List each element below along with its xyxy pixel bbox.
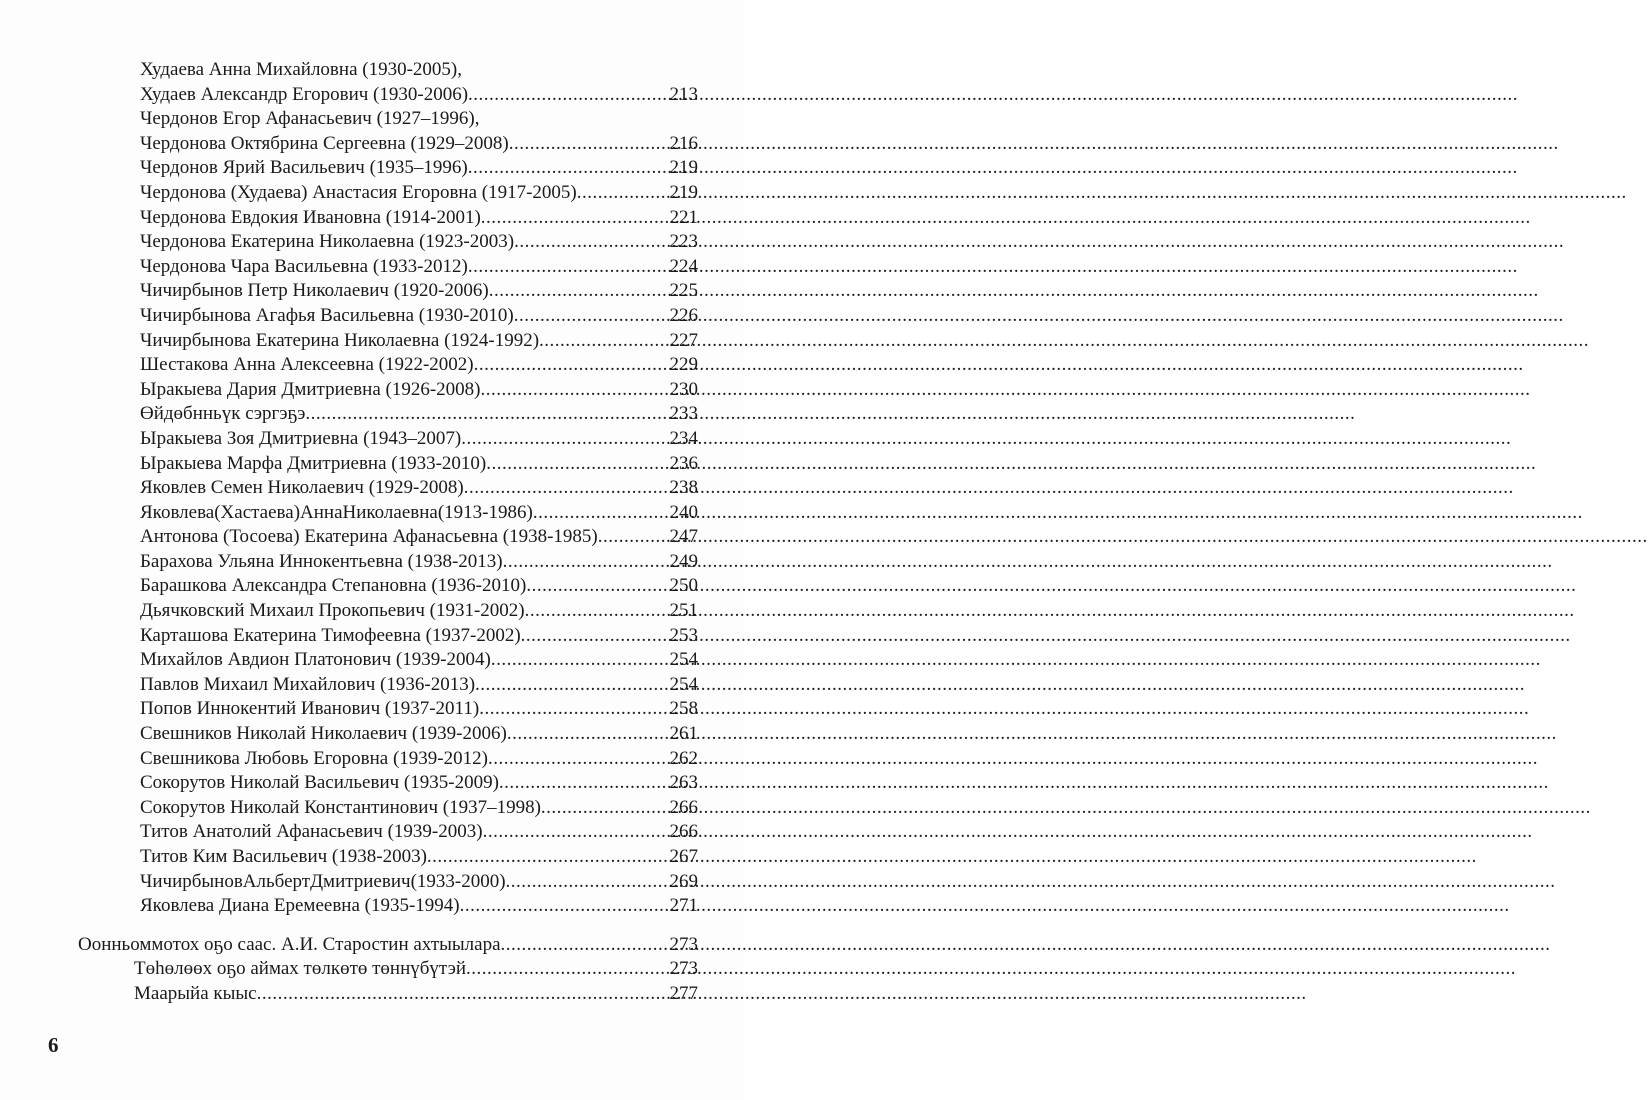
toc-entry-title: Антонова (Тосоева) Екатерина Афанасьевна (1938-1985)	[140, 526, 598, 548]
leader-dots	[461, 427, 669, 452]
toc-entry-page: 247	[669, 526, 698, 548]
leader-dots	[468, 156, 670, 181]
toc-entry	[0, 132, 698, 157]
toc-entry-title: Павлов Михаил Михайлович (1936-2013)	[140, 673, 476, 695]
toc-entry	[0, 648, 698, 673]
toc-entry-page: 234	[669, 427, 698, 449]
leader-dots	[481, 206, 670, 231]
page-number: 6	[48, 1033, 59, 1057]
leader-dots	[539, 329, 669, 354]
toc-entry	[0, 402, 698, 427]
leader-dots	[499, 771, 670, 796]
toc-entry	[0, 230, 698, 255]
toc-entry-title: Ыракыева Зоя Дмитриевна (1943–2007)	[140, 427, 462, 449]
toc-entry	[0, 796, 698, 821]
leader-dots	[257, 982, 670, 1007]
table-of-contents	[0, 58, 744, 1007]
leader-dots	[521, 624, 670, 649]
leader-dots	[460, 894, 670, 919]
leader-dots	[468, 255, 670, 280]
toc-entry-title: Дьячковский Михаил Прокопьевич (1931-2002)	[140, 600, 525, 622]
leader-dots	[474, 353, 670, 378]
toc-entry-page: 230	[669, 378, 698, 400]
toc-entry-title: Чердонова (Худаева) Анастасия Егоровна (1917-2005)	[140, 181, 577, 203]
toc-entry	[0, 771, 698, 796]
toc-entry-page: 254	[669, 649, 698, 671]
leader-dots	[479, 697, 669, 722]
leader-dots	[491, 648, 670, 673]
toc-entry	[0, 525, 698, 550]
toc-entry	[0, 574, 698, 599]
leader-dots	[488, 747, 670, 772]
toc-entry	[0, 599, 698, 624]
book-page	[0, 0, 744, 1100]
toc-entry-page: 223	[669, 231, 698, 253]
toc-entry-title: Сокорутов Николай Константинович (1937–1998)	[140, 796, 541, 818]
toc-entry-title: ЧичирбыновАльбертДмитриевич(1933-2000)	[140, 870, 506, 892]
toc-entry-page: 253	[669, 624, 698, 646]
toc-section-page: 273	[669, 933, 698, 955]
toc-entry-page: 249	[669, 550, 698, 572]
leader-dots	[501, 933, 670, 958]
toc-entry	[0, 329, 698, 354]
toc-entry-title: Титов Анатолий Афанасьевич (1939-2003)	[140, 821, 483, 843]
toc-entry-title: Чичирбынова Агафья Васильевна (1930-2010)	[140, 304, 514, 326]
toc-section-entry	[0, 933, 698, 958]
toc-entry-page: 236	[669, 452, 698, 474]
toc-entry	[0, 476, 698, 501]
toc-entry-page: 266	[669, 821, 698, 843]
leader-dots	[475, 673, 669, 698]
toc-entry	[0, 845, 698, 870]
toc-entry-page: 221	[669, 206, 698, 228]
toc-entry-title: Михайлов Авдион Платонович (1939-2004)	[140, 649, 491, 671]
toc-entry	[0, 107, 698, 132]
toc-entry-title: Яковлева Диана Еремеевна (1935-1994)	[140, 895, 460, 917]
leader-dots	[305, 402, 669, 427]
toc-entry-page: 250	[669, 575, 698, 597]
toc-entry	[0, 870, 698, 895]
leader-dots	[486, 452, 669, 477]
toc-entry-title: Чердонова Екатерина Николаевна (1923-2003)	[140, 231, 515, 253]
toc-entry-page: 258	[669, 698, 698, 720]
toc-entry-page: 263	[669, 772, 698, 794]
toc-entry	[0, 501, 698, 526]
toc-entry-title: Чердонова Евдокия Ивановна (1914-2001)	[140, 206, 481, 228]
toc-subentry-title: Маарыйа кыыс	[134, 982, 257, 1004]
toc-entry-page: 226	[669, 304, 698, 326]
leader-dots	[506, 870, 670, 895]
toc-entry-title: Яковлев Семен Николаевич (1929-2008)	[140, 477, 464, 499]
toc-entry-title: Карташова Екатерина Тимофеевна (1937-2002)	[140, 624, 521, 646]
leader-dots	[533, 501, 670, 526]
leader-dots	[464, 476, 670, 501]
toc-entry-page: 240	[669, 501, 698, 523]
leader-dots	[514, 230, 669, 255]
toc-entry	[0, 697, 698, 722]
toc-entry-title: Чердонов Егор Афанасьевич (1927–1996),	[140, 108, 480, 130]
leader-dots	[468, 83, 669, 108]
toc-entry-title: Чичирбынова Екатерина Николаевна (1924-1992)	[140, 329, 540, 351]
toc-entry-page: 271	[669, 895, 698, 917]
leader-dots	[489, 279, 670, 304]
toc-entry-page: 224	[669, 255, 698, 277]
toc-entry-page: 266	[669, 796, 698, 818]
leader-dots	[503, 550, 670, 575]
leader-dots	[427, 845, 670, 870]
toc-entry-title: Сокорутов Николай Васильевич (1935-2009)	[140, 772, 499, 794]
toc-entry	[0, 304, 698, 329]
toc-subentry-page: 273	[669, 958, 698, 980]
toc-entry-title: Чердонов Ярий Васильевич (1935–1996)	[140, 157, 468, 179]
toc-entry-page: 269	[669, 870, 698, 892]
leader-dots	[507, 722, 670, 747]
toc-entry-page: 238	[669, 477, 698, 499]
toc-entry-title: Свешников Николай Николаевич (1939-2006)	[140, 723, 507, 745]
toc-entry-page: 219	[669, 157, 698, 179]
toc-entry-page: 227	[669, 329, 698, 351]
leader-dots	[577, 181, 670, 206]
toc-entry	[0, 894, 698, 919]
toc-entry	[0, 427, 698, 452]
toc-entry-page: 213	[669, 83, 698, 105]
toc-entry-title: Чичирбынов Петр Николаевич (1920-2006)	[140, 280, 489, 302]
leader-dots	[598, 525, 670, 550]
toc-entry-title: Өйдөбнньүк сэргэҕэ	[140, 403, 306, 425]
toc-entry-title: Худаев Александр Егорович (1930-2006)	[140, 83, 469, 105]
toc-entry	[0, 83, 698, 108]
toc-subentry-page: 277	[669, 982, 698, 1004]
toc-entry-title: Чердонова Октябрина Сергеевна (1929–2008)	[140, 132, 509, 154]
toc-entry-page: 233	[669, 403, 698, 425]
toc-entry-title: Шестакова Анна Алексеевна (1922-2002)	[140, 354, 474, 376]
toc-entry	[0, 353, 698, 378]
toc-entry-title: Свешникова Любовь Егоровна (1939-2012)	[140, 747, 488, 769]
toc-entry	[0, 378, 698, 403]
leader-dots	[483, 820, 670, 845]
toc-entry-page: 262	[669, 747, 698, 769]
toc-entry-title: Худаева Анна Михайловна (1930-2005),	[140, 59, 462, 80]
toc-entry	[0, 722, 698, 747]
toc-subentry	[0, 982, 698, 1007]
toc-entry	[0, 452, 698, 477]
leader-dots	[466, 957, 669, 982]
leader-dots	[526, 574, 669, 599]
toc-subentry	[0, 957, 698, 982]
toc-entry-title: Ыракыева Марфа Дмитриевна (1933-2010)	[140, 452, 487, 474]
leader-dots	[480, 378, 669, 403]
toc-entry	[0, 58, 698, 83]
toc-entry-page: 251	[669, 600, 698, 622]
toc-entry-title: Барахова Ульяна Иннокентьевна (1938-2013)	[140, 550, 503, 572]
leader-dots	[541, 796, 670, 821]
toc-entry-page: 254	[669, 673, 698, 695]
toc-section-title: Оонньоммотох оҕо саас. А.И. Старостин ахтыылара	[78, 933, 501, 955]
toc-entry	[0, 279, 698, 304]
toc-entry-page: 267	[669, 846, 698, 867]
toc-entry-title: Попов Иннокентий Иванович (1937-2011)	[140, 698, 480, 720]
toc-entry	[0, 673, 698, 698]
toc-entry	[0, 255, 698, 280]
toc-entry-title: Титов Ким Васильевич (1938-2003)	[140, 846, 427, 867]
toc-entry-page: 219	[669, 181, 698, 203]
toc-entry	[0, 181, 698, 206]
toc-entry	[0, 156, 698, 181]
toc-entry	[0, 747, 698, 772]
toc-entry	[0, 624, 698, 649]
leader-dots	[525, 599, 670, 624]
toc-entry	[0, 820, 698, 845]
toc-entry	[0, 550, 698, 575]
toc-entry-page: 225	[669, 280, 698, 302]
toc-entry-title: Ыракыева Дария Дмитриевна (1926-2008)	[140, 378, 481, 400]
leader-dots	[509, 132, 670, 157]
leader-dots	[514, 304, 670, 329]
toc-entry-page: 261	[669, 723, 698, 745]
toc-entry	[0, 206, 698, 231]
toc-entry-title: Барашкова Александра Степановна (1936-2010)	[140, 575, 527, 597]
toc-entry-page: 216	[669, 132, 698, 154]
toc-entry-title: Чердонова Чара Васильевна (1933-2012)	[140, 255, 468, 277]
toc-entry-page: 229	[669, 354, 698, 376]
toc-entry-title: Яковлева(Хастаева)АннаНиколаевна(1913-1986)	[140, 501, 533, 523]
toc-subentry-title: Төһөлөөх оҕо аймах төлкөтө төннүбүтэй	[134, 958, 467, 980]
